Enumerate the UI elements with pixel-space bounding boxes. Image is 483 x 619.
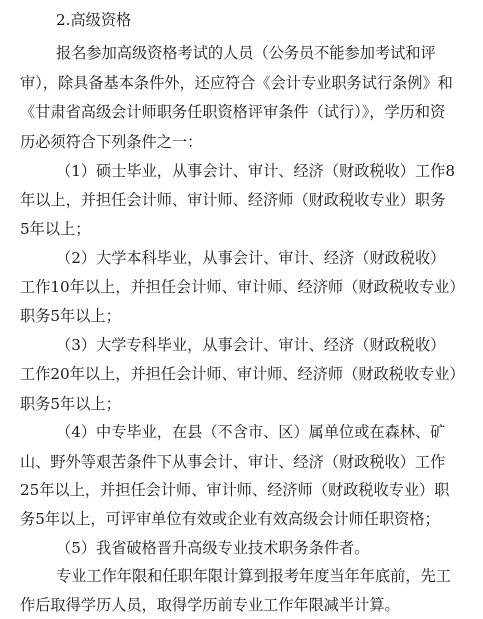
item-1-line-3: 5年以上；	[20, 219, 91, 238]
item-4-line-3: 25年以上，并担任会计师、审计师、经济师（财政税收专业）职	[20, 481, 450, 500]
item-4-line-4: 务5年以上，可评审单位有效或企业有效高级会计师任职资格；	[20, 510, 440, 529]
item-2-line-1: （2）大学本科毕业，从事会计、审计、经济（财政税收）	[56, 248, 446, 267]
intro-line-4: 历必须符合下列条件之一：	[20, 133, 203, 151]
item-4-line-1: （4）中专毕业，在县（不含市、区）属单位或在森林、矿	[56, 423, 446, 442]
item-3-line-3: 职务5年以上；	[20, 394, 121, 413]
item-3-line-2: 工作20年以上，并担任会计师、审计师、经济师（财政税收专业）	[20, 365, 465, 383]
item-2-line-3: 职务5年以上；	[20, 306, 121, 325]
item-1-line-2: 年以上，并担任会计师、审计师、经济师（财政税收专业）职务	[20, 191, 446, 210]
closing-line-1: 专业工作年限和任职年限计算到报考年度当年年底前，先工	[56, 567, 451, 586]
item-2-line-2: 工作10年以上，并担任会计师、审计师、经济师（财政税收专业）	[20, 278, 465, 297]
intro-line-3: 《甘肃省高级会计师职务任职资格评审条件（试行）》，学历和资	[20, 103, 446, 122]
item-3-line-1: （3）大学专科毕业，从事会计、审计、经济（财政税收）	[56, 336, 446, 355]
intro-line-2: 审），除具备基本条件外，还应符合《会计专业职务试行条例》和	[20, 73, 453, 92]
item-1-line-1: （1）硕士毕业，从事会计、审计、经济（财政税收）工作8	[56, 161, 456, 180]
item-4-line-2: 山、野外等艰苦条件下从事会计、审计、经济（财政税收）工作	[20, 452, 446, 471]
closing-line-2: 作后取得学历人员，取得学历前专业工作年限减半计算。	[20, 596, 400, 614]
intro-line-1: 报名参加高级资格考试的人员（公务员不能参加考试和评	[56, 44, 436, 63]
section-heading: 2.高级资格	[56, 11, 132, 29]
item-5-line-1: （5）我省破格晋升高级专业技术职务条件者。	[56, 538, 370, 557]
